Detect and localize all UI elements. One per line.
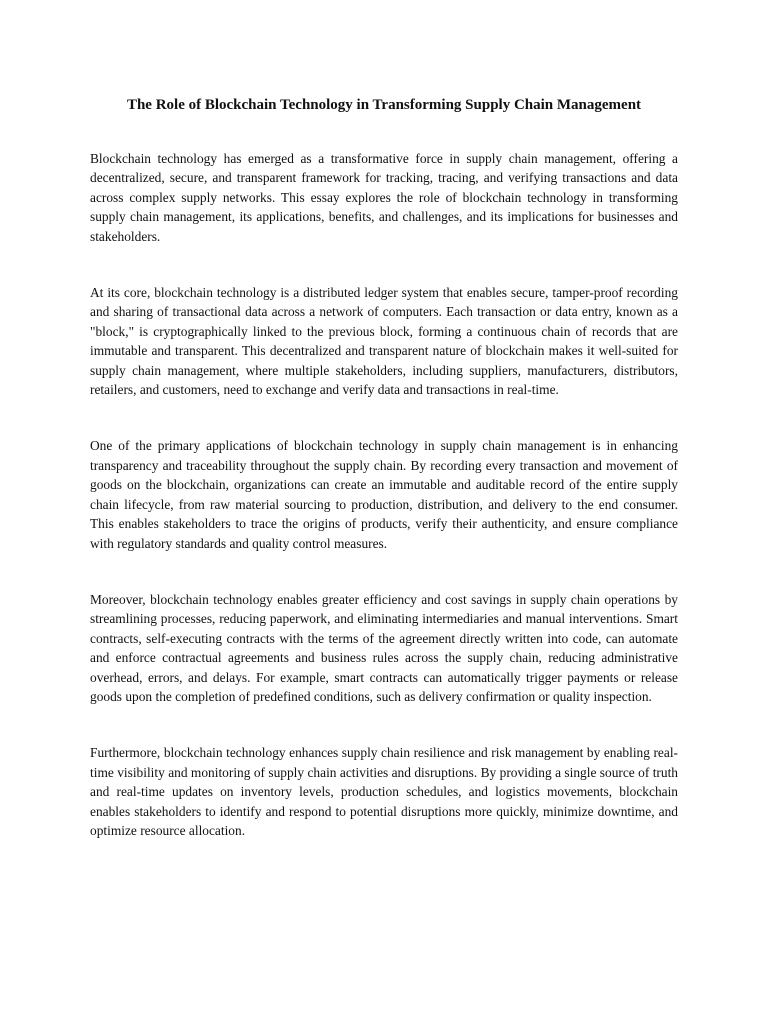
document-body bbox=[90, 149, 678, 877]
paragraph-efficiency: Moreover, blockchain technology enables greater efficiency and cost savings in supply chain operations by streamlining processes, reducing paperwork, and eliminating intermediaries and manual interventions. Smart contracts, self-executing contracts with the terms of the agreement directly written into code, can automate and enforce contractual agreements and business rules across the supply chain, reducing administrative overhead, errors, and delays. For example, smart contracts can automatically trigger payments or release goods upon the completion of predefined conditions, such as delivery confirmation or quality inspection. bbox=[90, 591, 678, 704]
paragraph-resilience: Furthermore, blockchain technology enhances supply chain resilience and risk management by enabling real-time visibility and monitoring of supply chain activities and disruptions. By providing a single source of truth and real-time updates on inventory levels, production schedules, and logistics movements, blockchain enables stakeholders to identify and respond to potential disruptions more quickly, minimize downtime, and optimize resource allocation. bbox=[90, 745, 678, 838]
document-title: The Role of Blockchain Technology in Transforming Supply Chain Management bbox=[126, 97, 642, 113]
paragraph-transparency: One of the primary applications of blockchain technology in supply chain management is in enhancing transparency and traceability throughout the supply chain. By recording every transaction and movement of goods on the blockchain, organizations can create an immutable and auditable record of the entire supply chain lifecycle, from raw material sourcing to production, distribution, and delivery to the end consumer. This enables stakeholders to trace the origins of products, verify their authenticity, and ensure compliance with regulatory standards and quality control measures. bbox=[90, 438, 678, 551]
paragraph-core-concept: At its core, blockchain technology is a distributed ledger system that enables secure, tamper-proof recording and sharing of transactional data across a network of computers. Each transaction or data entry, known as a "block," is cryptographically linked to the previous block, forming a continuous chain of records that are immutable and transparent. This decentralized and transparent nature of blockchain makes it well-suited for supply chain management, where multiple stakeholders, including suppliers, manufacturers, distributors, retailers, and customers, need to exchange and verify data and transactions in real-time. bbox=[90, 285, 678, 398]
paragraph-intro: Blockchain technology has emerged as a transformative force in supply chain management, offering a decentralized, secure, and transparent framework for tracking, tracing, and verifying transactions and data across complex supply networks. This essay explores the role of blockchain technology in transforming supply chain management, its applications, benefits, and challenges, and its implications for businesses and stakeholders. bbox=[90, 151, 678, 244]
